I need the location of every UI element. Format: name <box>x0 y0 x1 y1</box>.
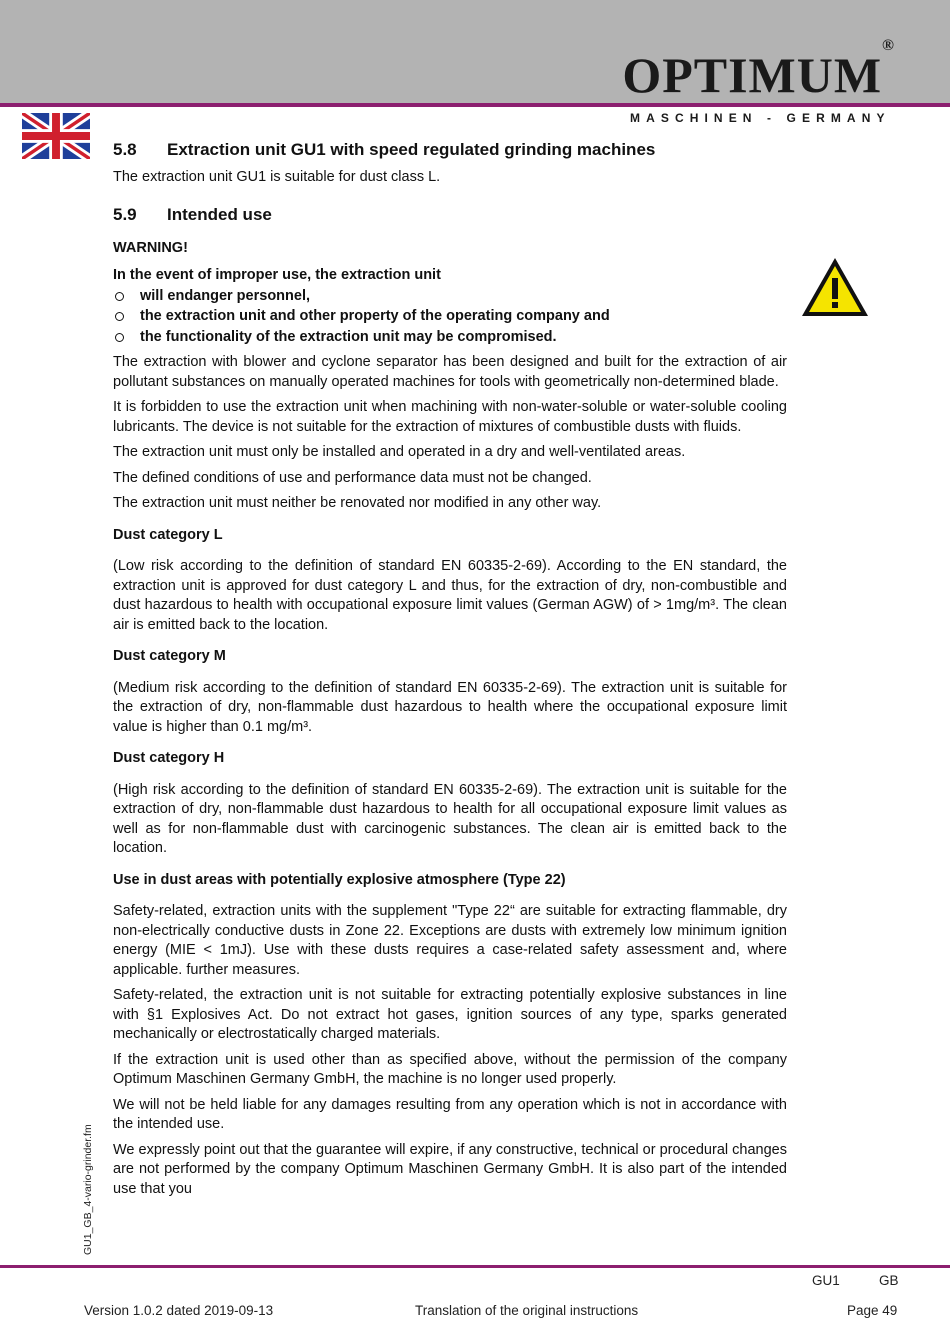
paragraph: Safety-related, the extraction unit is not suitable for extracting potentially explosive substances in line with §1 Explosives Act. Do not extract hot gases, ignition sources of any type, sparks generated mechanically or electrostatically charged materials. <box>113 987 787 1042</box>
warning-label: WARNING! <box>113 239 188 256</box>
warning-list <box>113 286 787 348</box>
main-content <box>113 138 787 1205</box>
logo-tagline: MASCHINEN - GERMANY <box>630 111 891 125</box>
paragraph: (Low risk according to the definition of standard EN 60335-2-69). According to the EN standard, the extraction unit is approved for dust category L and thus, for the extraction of dry, non-combustible and dust hazardous to health with occupational exposure limit values (German AGW) of > 1mg/m³. The clean air is emitted back to the location. <box>113 558 787 633</box>
paragraph: The extraction with blower and cyclone separator has been designed and built for the extraction of air pollutant substances on manually operated machines for tools with geometrically non-determined blade. <box>113 354 787 390</box>
footer-model: GU1 <box>812 1273 840 1288</box>
warning-triangle-icon <box>800 256 870 318</box>
header-divider <box>0 103 950 107</box>
section-heading-5-8: 5.8 Extraction unit GU1 with speed regulated grinding machines <box>113 140 656 159</box>
footer-translation-note: Translation of the original instructions <box>415 1303 639 1318</box>
list-item: will endanger personnel, <box>113 286 787 307</box>
paragraph: It is forbidden to use the extraction unit when machining with non-water-soluble or water-soluble cooling lubricants. The device is not suitable for the extraction of mixtures of combustible dusts with fluids. <box>113 399 787 435</box>
optimum-logo: OPTIMUM® <box>622 37 895 103</box>
paragraph: The extraction unit must only be installed and operated in a dry and well-ventilated areas. <box>113 444 686 460</box>
paragraph: We expressly point out that the guarantee will expire, if any constructive, technical or procedural changes are not performed by the company Optimum Maschinen Germany GmbH. It is also part of the intended use that you <box>113 1141 787 1197</box>
list-item: the extraction unit and other property of the operating company and <box>113 306 787 327</box>
paragraph: (High risk according to the definition of standard EN 60335-2-69). The extraction unit is suitable for the extraction of dry, non-flammable dust hazardous to health for all occupational exposure limit values as well as for non-flammable dust with carcinogenic substances. The clean air is emitted back to the location. <box>113 781 787 856</box>
footer-divider <box>0 1265 950 1268</box>
list-item: the functionality of the extraction unit may be compromised. <box>113 327 787 348</box>
footer-language: GB <box>879 1273 899 1288</box>
uk-flag-icon <box>22 113 90 159</box>
dust-l-heading: Dust category L <box>113 526 223 543</box>
paragraph: The extraction unit must neither be renovated nor modified in any other way. <box>113 495 602 511</box>
paragraph: (Medium risk according to the definition of standard EN 60335-2-69). The extraction unit is suitable for the extraction of dry, non-flammable dust hazardous to health where the occupational exposure limit value is higher than 0.1 mg/m³. <box>113 679 787 735</box>
paragraph: The defined conditions of use and performance data must not be changed. <box>113 469 592 486</box>
dust-h-heading: Dust category H <box>113 750 225 766</box>
paragraph: If the extraction unit is used other than as specified above, without the permission of the company Optimum Maschinen Germany GmbH, the machine is no longer used properly. <box>113 1051 787 1087</box>
paragraph: We will not be held liable for any damages resulting from any operation which is not in accordance with the intended use. <box>113 1096 787 1132</box>
dust-m-heading: Dust category M <box>113 648 226 664</box>
footer-version: Version 1.0.2 dated 2019-09-13 <box>84 1303 274 1318</box>
footer-page-number: Page 49 <box>847 1303 898 1318</box>
source-file-label: GU1_GB_4-vario-grinder.fm <box>82 1124 94 1255</box>
paragraph: Safety-related, extraction units with the supplement "Type 22“ are suitable for extracting flammable, dry non-electrically conductive dusts in Zone 22. Exceptions are dusts with extremely low minimum ignition energy (MIE < 1mJ). Use with these dusts requires a case-related safety assessment and, where applicable. further measures. <box>113 903 787 978</box>
warning-intro: In the event of improper use, the extraction unit <box>113 267 441 283</box>
explosive-heading: Use in dust areas with potentially explosive atmosphere (Type 22) <box>113 871 566 888</box>
paragraph: The extraction unit GU1 is suitable for dust class L. <box>113 168 441 185</box>
section-heading-5-9: 5.9 Intended use <box>113 205 272 224</box>
